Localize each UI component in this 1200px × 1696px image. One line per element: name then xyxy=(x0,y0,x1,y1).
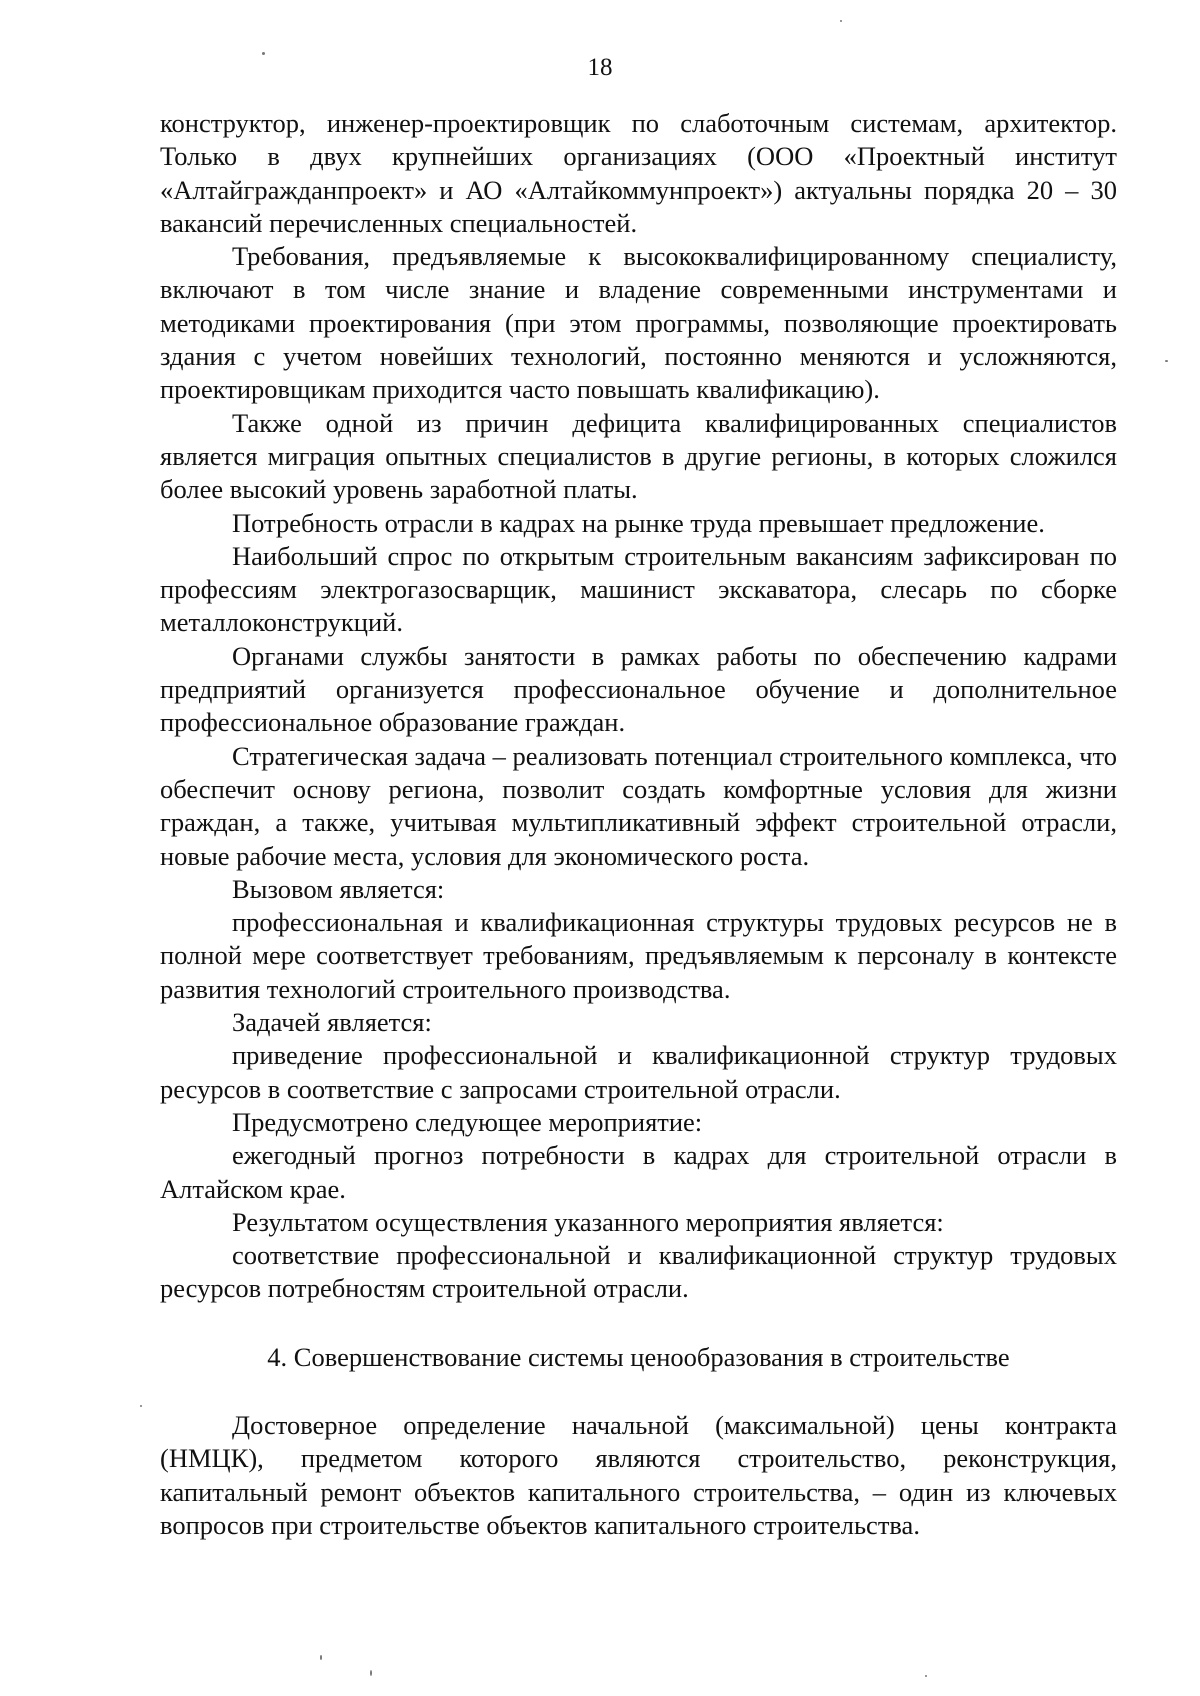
paragraph-migration: Также одной из причин дефицита квалифицированных специалистов является миграция опытных специалистов в другие регионы, в которых сложился более высокий уровень заработной платы. xyxy=(160,407,1117,505)
scan-speck xyxy=(320,1655,322,1660)
paragraph-challenge: профессиональная и квалификационная структуры трудовых ресурсов не в полной мере соответствует требованиям, предъявляемым к персоналу в контексте развития технологий строительного производства. xyxy=(160,907,1117,1004)
paragraph-requirements: Требования, предъявляемые к высококвалифицированному специалисту, включают в том числе знание и владение современными инструментами и методиками проектирования (при этом программы, позволяющие проектировать здания с учетом новейших технологий, постоянно меняются и усложняются, проектировщикам приходится часто повышать квалификацию). xyxy=(160,241,1117,405)
scan-speck xyxy=(262,52,265,55)
paragraph-nmck: Достоверное определение начальной (максимальной) цены контракта (НМЦК), предметом которого являются строительство, реконструкция, капитальный ремонт объектов капитального строительства, – один из ключевых вопросов при строительстве объектов капитального строительства. xyxy=(160,1409,1117,1540)
paragraph-result: соответствие профессиональной и квалификационной структур трудовых ресурсов потребностям строительной отрасли. xyxy=(160,1240,1117,1304)
paragraph-continuation: конструктор, инженер-проектировщик по слаботочным системам, архитектор. Только в двух крупнейших организациях (ООО «Проектный институт «Алтайгражданпроект» и АО «Алтайкоммунпроект») актуальны порядка 20 – 30 вакансий перечисленных специальностей. xyxy=(160,108,1117,238)
paragraph-task-label: Задачей является: xyxy=(232,1007,432,1038)
paragraph-vacancies: Наибольший спрос по открытым строительным вакансиям зафиксирован по профессиям электрогазосварщик, машинист экскаватора, слесарь по сборке металлоконструкций. xyxy=(160,540,1117,638)
paragraph-result-label: Результатом осуществления указанного мероприятия является: xyxy=(232,1206,944,1237)
paragraph-demand: Потребность отрасли в кадрах на рынке труда превышает предложение. xyxy=(232,507,1045,538)
paragraph-measure-label: Предусмотрено следующее мероприятие: xyxy=(232,1106,703,1137)
section-heading: 4. Совершенствование системы ценообразования в строительстве xyxy=(267,1341,1010,1372)
scan-speck xyxy=(370,1670,372,1676)
paragraph-employment-service: Органами службы занятости в рамках работы по обеспечению кадрами предприятий организуется профессиональное обучение и дополнительное профессиональное образование граждан. xyxy=(160,640,1117,738)
document-body xyxy=(160,107,1117,1542)
paragraph-strategic-task: Стратегическая задача – реализовать потенциал строительного комплекса, что обеспечит основу региона, позволит создать комфортные условия для жизни граждан, а также, учитывая мультипликативный эффект строительной отрасли, новые рабочие места, условия для экономического роста. xyxy=(160,740,1118,871)
paragraph-challenge-label: Вызовом является: xyxy=(232,873,445,904)
scan-speck xyxy=(140,1405,142,1407)
page-number: 18 xyxy=(587,54,613,81)
scan-speck xyxy=(925,1675,927,1677)
scan-speck xyxy=(840,20,842,22)
paragraph-task: приведение профессиональной и квалификационной структур трудовых ресурсов в соответствие с запросами строительной отрасли. xyxy=(160,1040,1117,1104)
paragraph-measure: ежегодный прогноз потребности в кадрах для строительной отрасли в Алтайском крае. xyxy=(160,1140,1117,1204)
scan-speck xyxy=(1165,360,1168,362)
